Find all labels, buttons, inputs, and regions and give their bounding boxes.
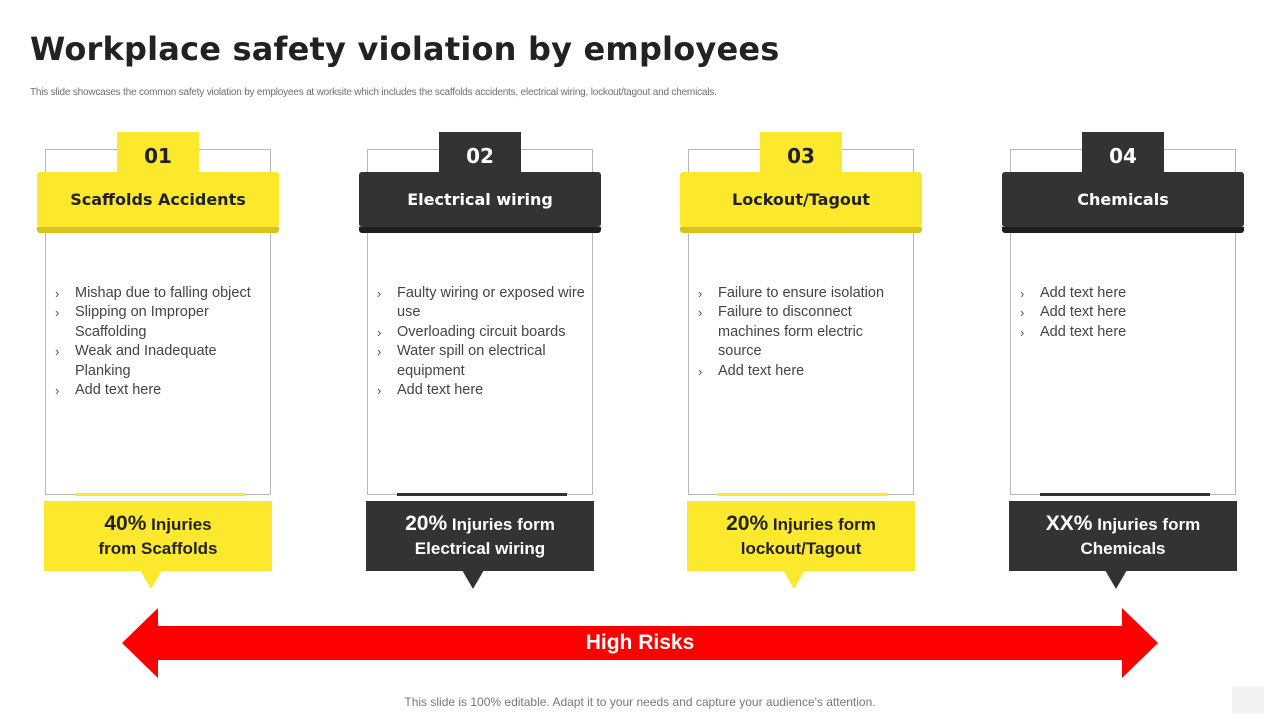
- card-heading: Electrical wiring: [359, 172, 601, 227]
- card-number: 03: [760, 132, 842, 180]
- list-item: [377, 342, 585, 381]
- list-item-text: Add text here: [718, 362, 805, 379]
- corner-placeholder: [1232, 686, 1264, 714]
- list-item: [377, 323, 585, 342]
- list-item-text: Overloading circuit boards: [397, 323, 566, 340]
- card-heading: Scaffolds Accidents: [37, 172, 279, 227]
- card-electrical-wiring: [359, 132, 603, 592]
- chevron-right-icon: ›: [1020, 324, 1025, 340]
- stat-line2: from Scaffolds: [98, 538, 218, 558]
- callout-pointer: [1105, 570, 1127, 589]
- stat-line1: Injuries form: [451, 514, 555, 534]
- stat-line1: Injuries: [151, 514, 212, 534]
- chevron-right-icon: ›: [377, 383, 382, 399]
- list-item-text: Failure to disconnect machines form electric source: [718, 304, 864, 360]
- chevron-right-icon: ›: [55, 305, 60, 321]
- list-item-text: Add text here: [1040, 285, 1127, 301]
- slide-subtitle: This slide showcases the common safety violation by employees at worksite which includes the scaffolds accidents, electrical wiring, lockout/tagout and chemicals.: [30, 87, 717, 98]
- footer-note: This slide is 100% editable. Adapt it to your needs and capture your audience's attention.: [404, 695, 876, 709]
- list-item-text: Weak and Inadequate Planking: [75, 343, 217, 379]
- list-item: [698, 303, 906, 361]
- list-item: [1020, 303, 1228, 322]
- chevron-right-icon: ›: [377, 344, 382, 360]
- card-number: 01: [117, 132, 199, 180]
- chevron-right-icon: ›: [377, 286, 382, 301]
- list-item: [698, 284, 906, 303]
- stat-line1: Injuries form: [1097, 514, 1201, 534]
- stat-value: XX%: [1045, 511, 1093, 535]
- list-item-text: Water spill on electrical equipment: [397, 343, 546, 379]
- stat-value: 20%: [726, 511, 769, 535]
- high-risks-arrow: [122, 608, 1158, 678]
- bullet-list: [1020, 284, 1228, 342]
- card-bottom-accent: [397, 493, 567, 496]
- card-heading: Chemicals: [1002, 172, 1244, 227]
- list-item-text: Add text here: [1040, 304, 1127, 321]
- stat-value: 40%: [104, 511, 147, 535]
- bullet-list: [698, 284, 906, 381]
- list-item-text: Add text here: [75, 382, 162, 399]
- stat-line2: Electrical wiring: [414, 538, 546, 558]
- list-item: [55, 303, 263, 342]
- chevron-right-icon: ›: [377, 324, 382, 340]
- list-item-text: Mishap due to falling object: [75, 285, 251, 301]
- chevron-right-icon: ›: [698, 363, 703, 379]
- list-item: [55, 284, 263, 303]
- list-item: [377, 381, 585, 400]
- stat-line1: Injuries form: [772, 514, 876, 534]
- chevron-right-icon: ›: [55, 383, 60, 399]
- list-item: [1020, 284, 1228, 303]
- chevron-right-icon: ›: [698, 305, 703, 321]
- list-item-text: Failure to ensure isolation: [718, 285, 885, 301]
- bullet-list: [377, 284, 585, 400]
- card-bottom-accent: [718, 493, 888, 496]
- callout-pointer: [140, 570, 162, 589]
- stat-value: 20%: [405, 511, 448, 535]
- card-number: 02: [439, 132, 521, 180]
- chevron-right-icon: ›: [1020, 286, 1025, 301]
- card-bottom-accent: [75, 493, 245, 496]
- stat-callout: [366, 501, 594, 571]
- list-item: [698, 362, 906, 381]
- callout-pointer: [783, 570, 805, 589]
- list-item-text: Slipping on Improper Scaffolding: [75, 304, 209, 340]
- list-item: [55, 381, 263, 400]
- card-scaffolds-accidents: [37, 132, 281, 592]
- list-item-text: Add text here: [1040, 323, 1127, 340]
- bullet-list: [55, 284, 263, 400]
- card-number: 04: [1082, 132, 1164, 180]
- chevron-right-icon: ›: [55, 344, 60, 360]
- list-item-text: Faulty wiring or exposed wire use: [397, 285, 585, 321]
- stat-line2: Chemicals: [1080, 538, 1166, 558]
- list-item-text: Add text here: [397, 382, 484, 399]
- slide-title: Workplace safety violation by employees: [30, 30, 780, 68]
- card-lockout-tagout: [680, 132, 924, 592]
- stat-line2: lockout/Tagout: [740, 538, 862, 558]
- card-bottom-accent: [1040, 493, 1210, 496]
- callout-pointer: [462, 570, 484, 589]
- chevron-right-icon: ›: [698, 286, 703, 301]
- list-item: [1020, 323, 1228, 342]
- card-chemicals: [1002, 132, 1246, 592]
- arrow-label: High Risks: [585, 631, 695, 654]
- list-item: [55, 342, 263, 381]
- card-heading: Lockout/Tagout: [680, 172, 922, 227]
- list-item: [377, 284, 585, 323]
- stat-callout: [687, 501, 915, 571]
- stat-callout: [44, 501, 272, 571]
- stat-callout: [1009, 501, 1237, 571]
- chevron-right-icon: ›: [55, 286, 60, 301]
- chevron-right-icon: ›: [1020, 305, 1025, 321]
